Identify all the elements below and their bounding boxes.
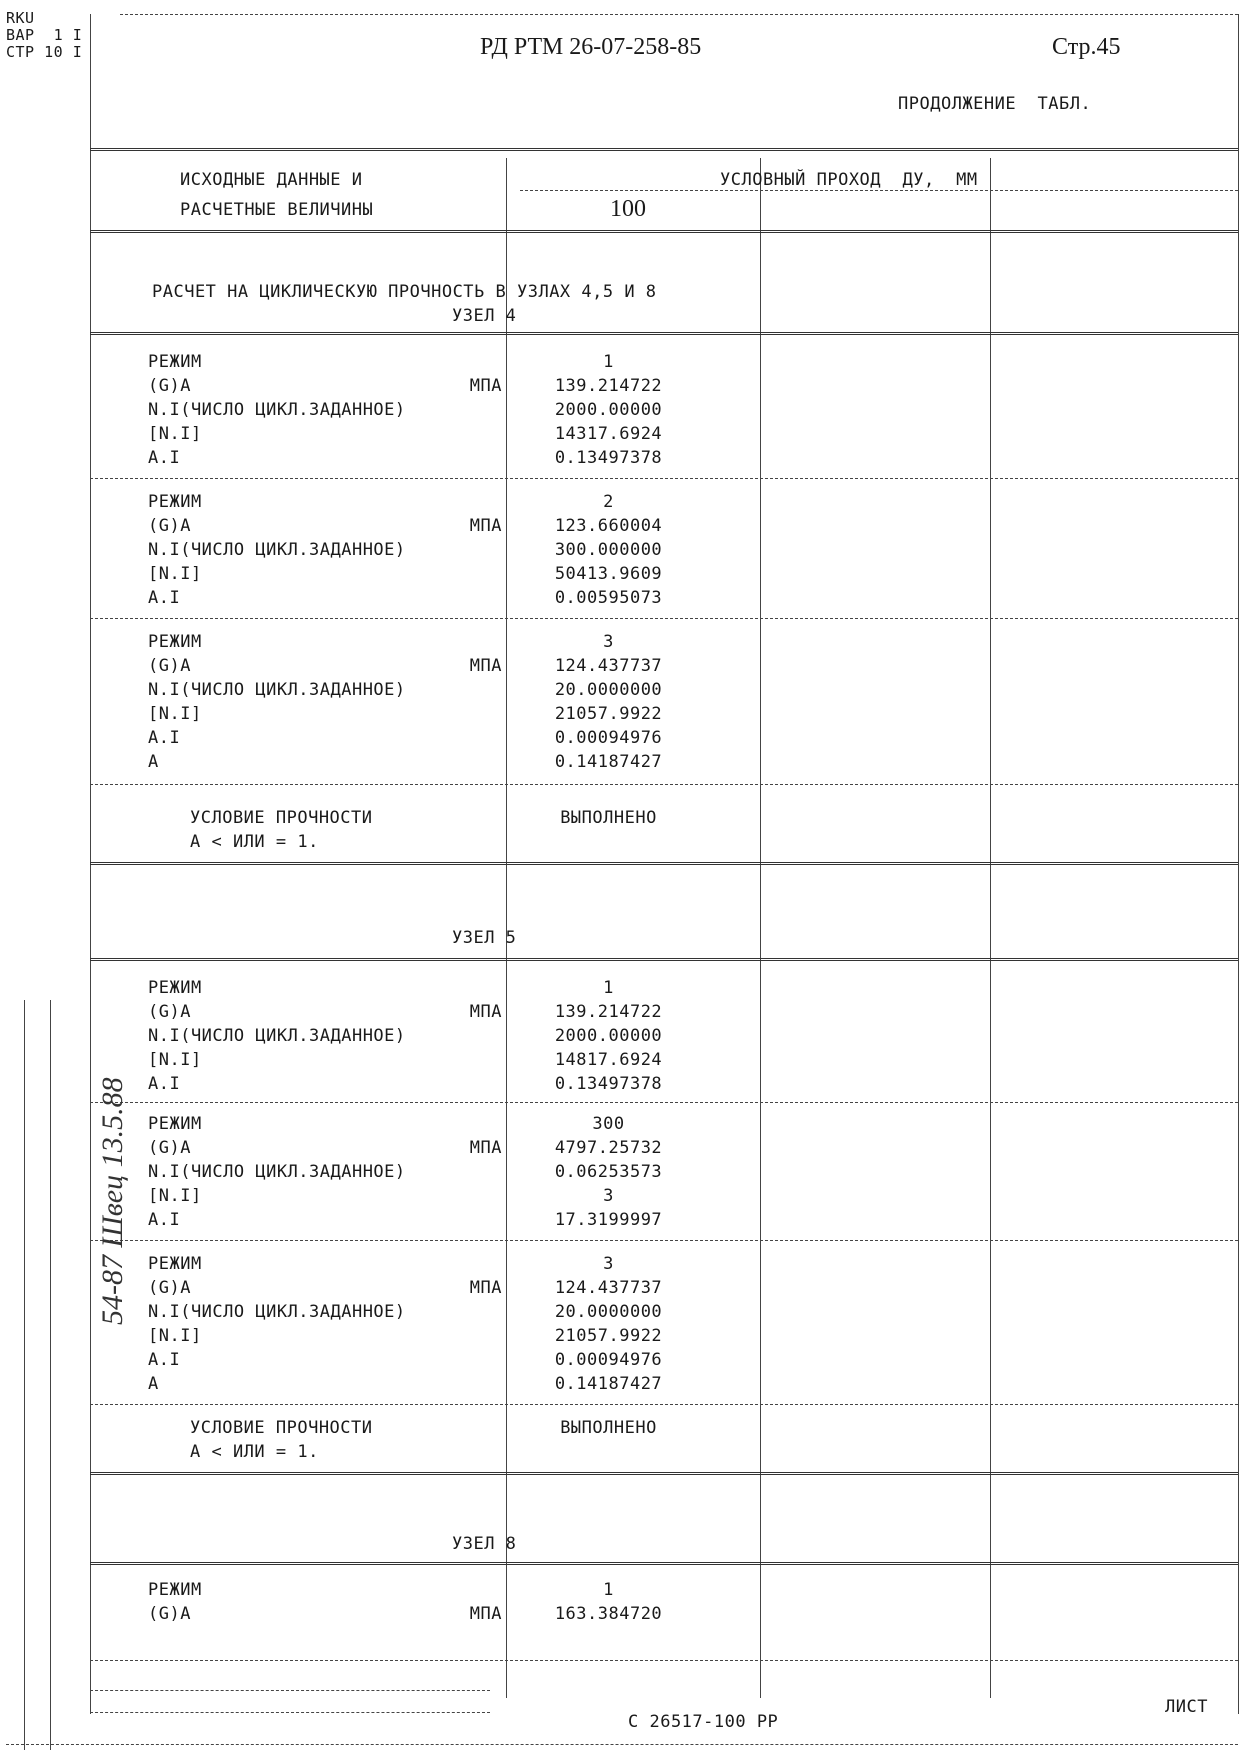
footer-rule-1 xyxy=(90,1660,1238,1661)
column-1-header-line-1: ИСХОДНЫЕ ДАННЫЕ И xyxy=(180,170,363,190)
stress-value: 124.437737 xyxy=(554,656,663,676)
margin-line-2 xyxy=(50,1000,51,1750)
damage-label: A.I xyxy=(148,448,181,468)
node-4-condition-result: ВЫПОЛНЕНО xyxy=(560,808,657,828)
mode-value: 1 xyxy=(603,978,614,998)
damage-value: 0.13497378 xyxy=(554,448,663,468)
node-5-end-rule xyxy=(90,1472,1238,1475)
node-4-sep-2 xyxy=(90,618,1238,619)
mode-value: 1 xyxy=(603,1580,614,1600)
stress-value: 4797.25732 xyxy=(554,1138,663,1158)
stress-unit: МПА xyxy=(469,1604,502,1624)
stress-unit: МПА xyxy=(469,656,502,676)
node-4-end-rule xyxy=(90,862,1238,865)
side-meta-1: RKU xyxy=(6,9,35,27)
nominal-diameter-value: 100 xyxy=(610,196,646,222)
stress-value: 139.214722 xyxy=(554,376,663,396)
handwritten-signature: 54-87 Швец 13.5.88 xyxy=(96,1077,129,1325)
allowed-cycles-value: 14317.6924 xyxy=(554,424,663,444)
damage-label: A.I xyxy=(148,728,181,748)
node-5-rule xyxy=(90,958,1238,961)
total-damage-value: 0.14187427 xyxy=(554,1374,663,1394)
cycles-value: 20.0000000 xyxy=(554,1302,663,1322)
bottom-border xyxy=(6,1744,1238,1745)
node-4-rule xyxy=(90,332,1238,335)
node-8-title: УЗЕЛ 8 xyxy=(452,1534,517,1554)
cycles-value: 2000.00000 xyxy=(554,400,663,420)
damage-value: 0.00094976 xyxy=(554,1350,663,1370)
stress-value: 163.384720 xyxy=(554,1604,663,1624)
node-4-sep-1 xyxy=(90,478,1238,479)
mode-value: 3 xyxy=(603,1254,614,1274)
cycles-label: N.I(ЧИСЛО ЦИКЛ.ЗАДАННОЕ) xyxy=(148,400,406,420)
mode-label: РЕЖИМ xyxy=(148,492,202,512)
head-rule-bottom xyxy=(90,230,1238,233)
cycles-value: 0.06253573 xyxy=(554,1162,663,1182)
damage-value: 0.00094976 xyxy=(554,728,663,748)
section-title: РАСЧЕТ НА ЦИКЛИЧЕСКУЮ ПРОЧНОСТЬ В УЗЛАХ 4,5 И 8 xyxy=(152,282,657,302)
total-damage-label: A xyxy=(148,1374,159,1394)
stress-value: 124.437737 xyxy=(554,1278,663,1298)
total-damage-value: 0.14187427 xyxy=(554,752,663,772)
node-5-title: УЗЕЛ 5 xyxy=(452,928,517,948)
allowed-cycles-label: [N.I] xyxy=(148,1326,202,1346)
stress-label: (G)A xyxy=(148,1278,191,1298)
allowed-cycles-label: [N.I] xyxy=(148,1050,202,1070)
cycles-label: N.I(ЧИСЛО ЦИКЛ.ЗАДАННОЕ) xyxy=(148,1302,406,1322)
column-1-header-line-2: РАСЧЕТНЫЕ ВЕЛИЧИНЫ xyxy=(180,200,374,220)
cycles-value: 20.0000000 xyxy=(554,680,663,700)
mode-label: РЕЖИМ xyxy=(148,1580,202,1600)
side-meta-2: BAP 1 I xyxy=(6,26,83,44)
stress-label: (G)A xyxy=(148,1604,191,1624)
node-5-sep-1 xyxy=(90,1102,1238,1103)
allowed-cycles-value: 14817.6924 xyxy=(554,1050,663,1070)
mode-value: 3 xyxy=(603,632,614,652)
page-number: Стр.45 xyxy=(1052,34,1121,60)
footer-rule-2 xyxy=(90,1690,490,1691)
cycles-label: N.I(ЧИСЛО ЦИКЛ.ЗАДАННОЕ) xyxy=(148,680,406,700)
node-5-condition-label: УСЛОВИЕ ПРОЧНОСТИ xyxy=(190,1418,373,1438)
sheet-label: ЛИСТ xyxy=(1165,1697,1208,1717)
damage-label: A.I xyxy=(148,1210,181,1230)
top-border xyxy=(120,14,1238,15)
stress-unit: МПА xyxy=(469,1138,502,1158)
allowed-cycles-label: [N.I] xyxy=(148,704,202,724)
damage-label: A.I xyxy=(148,1350,181,1370)
continuation-label: ПРОДОЛЖЕНИЕ ТАБЛ. xyxy=(898,94,1092,114)
mode-value: 2 xyxy=(603,492,614,512)
node-5-condition-formula: A < ИЛИ = 1. xyxy=(190,1442,319,1462)
allowed-cycles-value: 50413.9609 xyxy=(554,564,663,584)
damage-value: 0.00595073 xyxy=(554,588,663,608)
side-meta-3: CTP 10 I xyxy=(6,43,83,61)
allowed-cycles-value: 21057.9922 xyxy=(554,704,663,724)
head-rule-top xyxy=(90,148,1238,151)
stress-label: (G)A xyxy=(148,656,191,676)
damage-label: A.I xyxy=(148,588,181,608)
stress-label: (G)A xyxy=(148,1138,191,1158)
allowed-cycles-label: [N.I] xyxy=(148,424,202,444)
damage-label: A.I xyxy=(148,1074,181,1094)
stress-unit: МПА xyxy=(469,1278,502,1298)
damage-value: 17.3199997 xyxy=(554,1210,663,1230)
node-5-condition-result: ВЫПОЛНЕНО xyxy=(560,1418,657,1438)
conditional-passage-underline xyxy=(520,190,1238,191)
mode-label: РЕЖИМ xyxy=(148,1114,202,1134)
cycles-label: N.I(ЧИСЛО ЦИКЛ.ЗАДАННОЕ) xyxy=(148,540,406,560)
stress-label: (G)A xyxy=(148,1002,191,1022)
stress-value: 123.660004 xyxy=(554,516,663,536)
stress-label: (G)A xyxy=(148,516,191,536)
cycles-value: 300.000000 xyxy=(554,540,663,560)
cycles-label: N.I(ЧИСЛО ЦИКЛ.ЗАДАННОЕ) xyxy=(148,1162,406,1182)
stress-label: (G)A xyxy=(148,376,191,396)
node-4-title: УЗЕЛ 4 xyxy=(452,306,517,326)
mode-value: 300 xyxy=(592,1114,625,1134)
right-border xyxy=(1238,14,1239,1714)
allowed-cycles-label: [N.I] xyxy=(148,564,202,584)
mode-value: 1 xyxy=(603,352,614,372)
node-4-condition-label: УСЛОВИЕ ПРОЧНОСТИ xyxy=(190,808,373,828)
mode-label: РЕЖИМ xyxy=(148,1254,202,1274)
node-4-sep-3 xyxy=(90,784,1238,785)
mode-label: РЕЖИМ xyxy=(148,978,202,998)
stress-unit: МПА xyxy=(469,376,502,396)
total-damage-label: A xyxy=(148,752,159,772)
mode-label: РЕЖИМ xyxy=(148,632,202,652)
conditional-passage-header: УСЛОВНЫЙ ПРОХОД ДУ, ММ xyxy=(720,170,978,190)
allowed-cycles-value: 21057.9922 xyxy=(554,1326,663,1346)
node-5-sep-3 xyxy=(90,1404,1238,1405)
document-number: С 26517-100 РР xyxy=(628,1712,779,1732)
column-divider-2 xyxy=(760,158,761,1698)
node-5-sep-2 xyxy=(90,1240,1238,1241)
document-code: РД РТМ 26-07-258-85 xyxy=(480,34,702,60)
node-4-condition-formula: A < ИЛИ = 1. xyxy=(190,832,319,852)
cycles-label: N.I(ЧИСЛО ЦИКЛ.ЗАДАННОЕ) xyxy=(148,1026,406,1046)
allowed-cycles-value: 3 xyxy=(603,1186,614,1206)
cycles-value: 2000.00000 xyxy=(554,1026,663,1046)
stress-unit: МПА xyxy=(469,1002,502,1022)
stress-value: 139.214722 xyxy=(554,1002,663,1022)
margin-line-1 xyxy=(24,1000,25,1750)
footer-rule-3 xyxy=(90,1712,490,1713)
node-8-rule xyxy=(90,1562,1238,1565)
stress-unit: МПА xyxy=(469,516,502,536)
mode-label: РЕЖИМ xyxy=(148,352,202,372)
allowed-cycles-label: [N.I] xyxy=(148,1186,202,1206)
damage-value: 0.13497378 xyxy=(554,1074,663,1094)
column-divider-3 xyxy=(990,158,991,1698)
